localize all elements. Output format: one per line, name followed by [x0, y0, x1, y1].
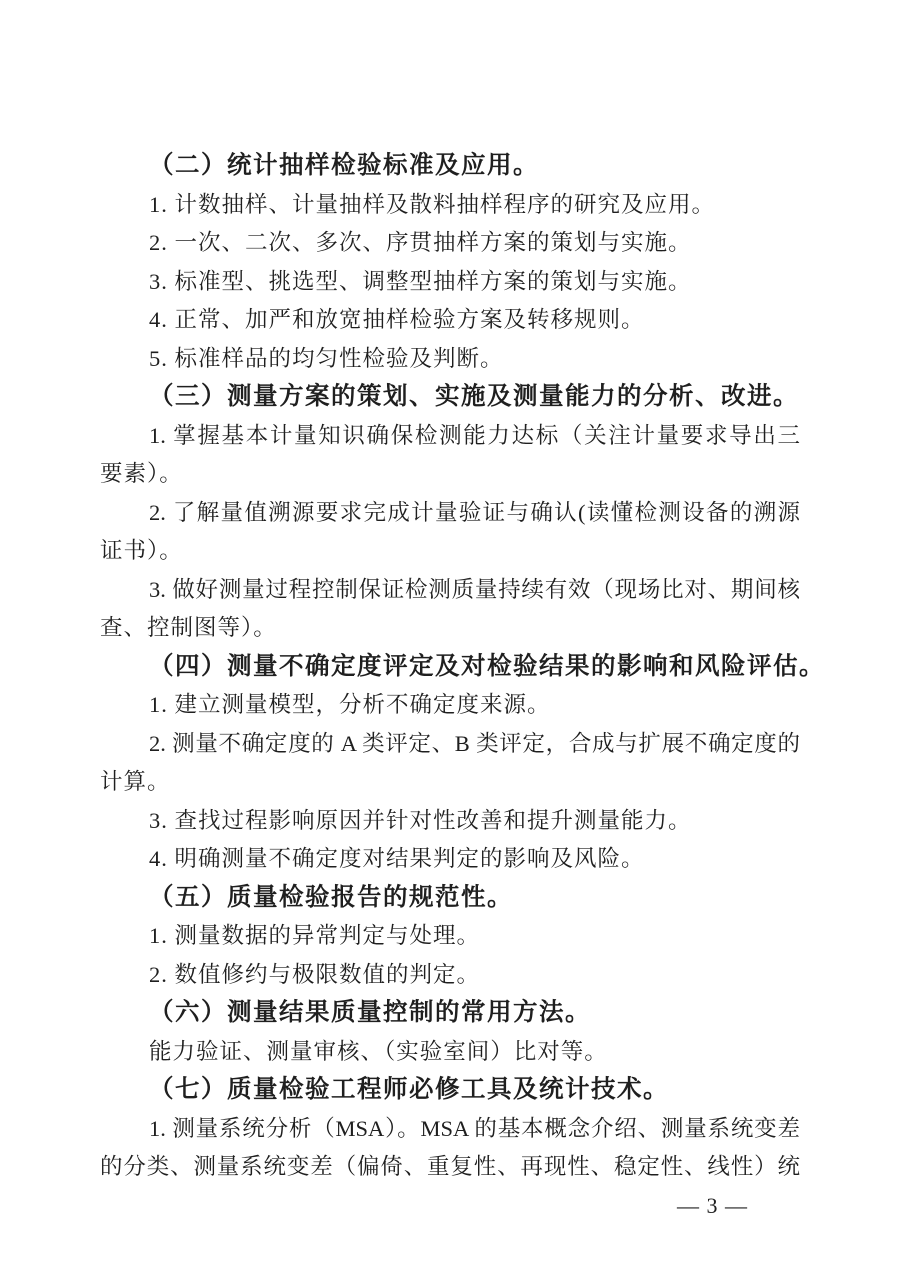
list-item: 5. 标准样品的均匀性检验及判断。	[149, 345, 504, 371]
list-item: 2. 了解量值溯源要求完成计量验证与确认(读懂检测设备的溯源	[149, 499, 800, 525]
section-heading-2: （二）统计抽样检验标准及应用。	[149, 152, 539, 179]
document-content	[100, 147, 825, 1225]
list-item: 3. 标准型、挑选型、调整型抽样方案的策划与实施。	[149, 268, 692, 294]
section-heading-3: （三）测量方案的策划、实施及测量能力的分析、改进。	[149, 383, 799, 410]
body-line: 能力验证、测量审核、（实验室间）比对等。	[149, 1038, 608, 1064]
list-item: 3. 查找过程影响原因并针对性改善和提升测量能力。	[149, 807, 692, 833]
section-heading-7: （七）质量检验工程师必修工具及统计技术。	[149, 1076, 669, 1103]
list-item: 3. 做好测量过程控制保证检测质量持续有效（现场比对、期间核	[149, 576, 800, 602]
page-number: — 3 —	[677, 1192, 748, 1218]
section-heading-4: （四）测量不确定度评定及对检验结果的影响和风险评估。	[149, 652, 825, 680]
list-item: 2. 测量不确定度的 A 类评定、B 类评定，合成与扩展不确定度的	[149, 730, 800, 756]
list-item: 1. 计数抽样、计量抽样及散料抽样程序的研究及应用。	[149, 191, 716, 217]
list-item: 4. 正常、加严和放宽抽样检验方案及转移规则。	[149, 307, 645, 332]
list-item: 4. 明确测量不确定度对结果判定的影响及风险。	[149, 846, 645, 871]
continuation-line: 查、控制图等）。	[100, 615, 277, 640]
list-item: 1. 建立测量模型，分析不确定度来源。	[149, 692, 551, 717]
section-heading-5: （五）质量检验报告的规范性。	[149, 883, 513, 911]
list-item: 2. 一次、二次、多次、序贯抽样方案的策划与实施。	[149, 230, 692, 255]
list-item: 1. 测量数据的异常判定与处理。	[149, 923, 481, 948]
list-item: 2. 数值修约与极限数值的判定。	[149, 961, 481, 987]
continuation-line: 证书）。	[100, 538, 183, 563]
list-item: 1. 测量系统分析（MSA）。MSA 的基本概念介绍、测量系统变差	[149, 1115, 800, 1141]
continuation-line: 要素）。	[100, 461, 183, 486]
section-heading-6: （六）测量结果质量控制的常用方法。	[149, 999, 591, 1026]
continuation-line: 计算。	[100, 769, 171, 794]
continuation-line: 的分类、测量系统变差（偏倚、重复性、再现性、稳定性、线性）统	[100, 1154, 800, 1179]
list-item: 1. 掌握基本计量知识确保检测能力达标（关注计量要求导出三	[149, 422, 800, 448]
